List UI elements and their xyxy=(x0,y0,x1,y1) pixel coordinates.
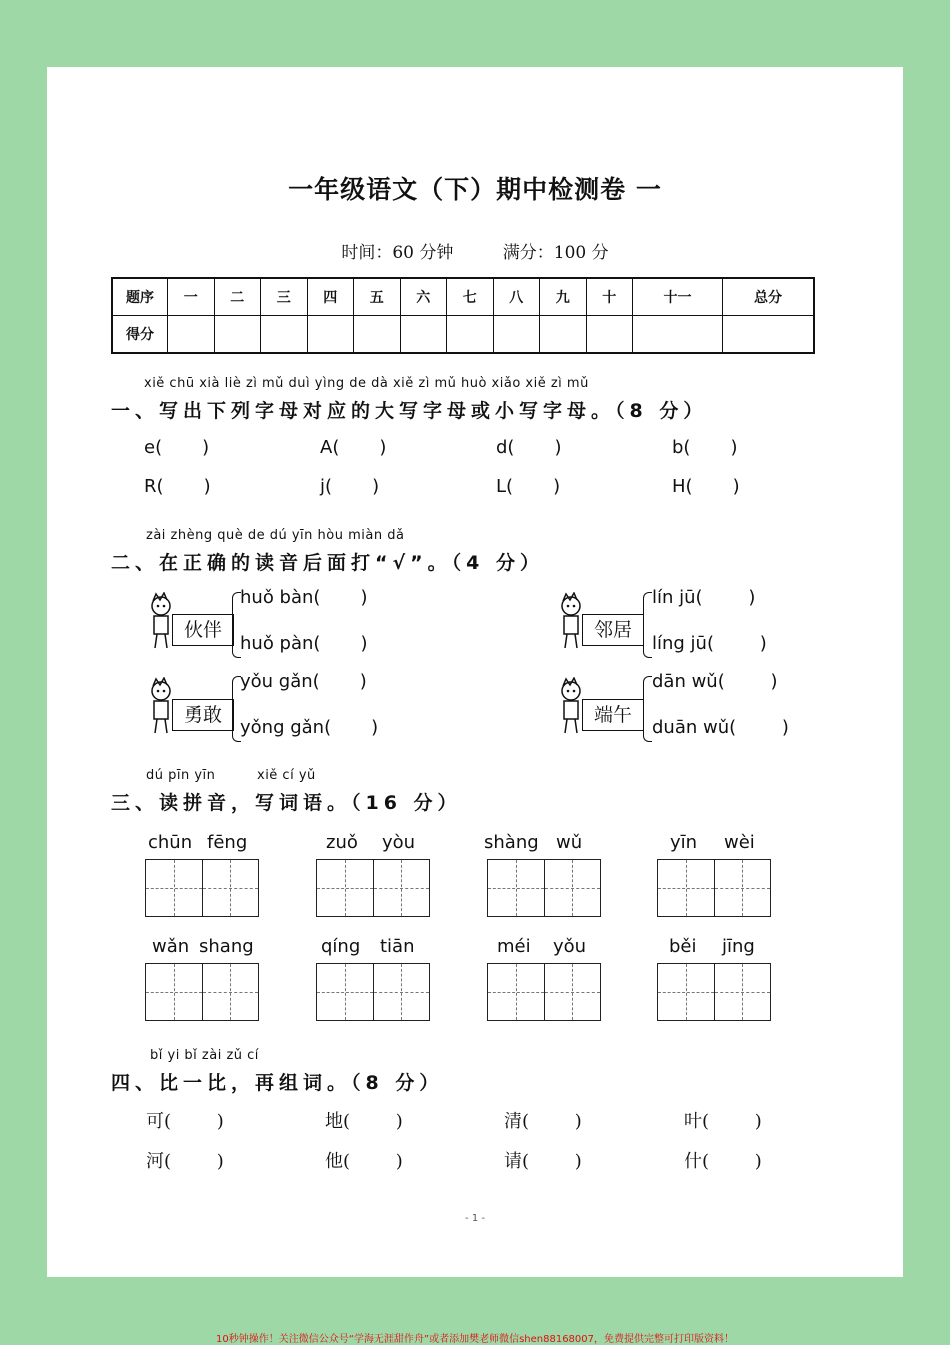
writing-grid[interactable] xyxy=(316,859,430,917)
q3-pinyin-syllable: shang xyxy=(199,936,254,957)
q3-pinyin-syllable: méi xyxy=(497,936,531,957)
q2-option[interactable]: dān wǔ( ) xyxy=(652,671,778,692)
q3-pinyin-syllable: tiān xyxy=(380,936,415,957)
score-header-cell: 十一 xyxy=(633,278,723,316)
score-header-cell: 九 xyxy=(540,278,587,316)
q2-option[interactable]: huǒ pàn( ) xyxy=(240,633,368,654)
q4-item[interactable]: 他( ) xyxy=(325,1151,403,1172)
score-header-cell: 七 xyxy=(447,278,494,316)
q3-pinyin-syllable: jīng xyxy=(722,936,755,957)
q2-word: 端午 xyxy=(582,699,644,731)
q2-option[interactable]: duān wǔ( ) xyxy=(652,717,789,738)
q1-item[interactable]: d( ) xyxy=(496,437,562,458)
page-number: - 1 - xyxy=(465,1213,485,1224)
q4-item[interactable]: 请( ) xyxy=(504,1151,582,1172)
q4-pinyin: bǐ yi bǐ zài zǔ cí xyxy=(150,1048,259,1063)
score-input-cell[interactable] xyxy=(168,316,215,354)
q3-pinyin-syllable: yǒu xyxy=(553,936,587,957)
score-header-cell: 三 xyxy=(261,278,308,316)
score-input-cell[interactable] xyxy=(722,316,814,354)
q4-item[interactable]: 地( ) xyxy=(325,1111,403,1132)
score-header-cell: 五 xyxy=(354,278,401,316)
q3-pinyin-syllable: wèi xyxy=(724,832,755,853)
score-table-score-row xyxy=(112,316,814,354)
q2-word: 邻居 xyxy=(582,614,644,646)
score-input-cell[interactable] xyxy=(540,316,587,354)
q2-option[interactable]: yǒu gǎn( ) xyxy=(240,671,367,692)
q4-item[interactable]: 清( ) xyxy=(504,1111,582,1132)
q2-option[interactable]: lín jū( ) xyxy=(652,587,756,608)
q4-item[interactable]: 叶( ) xyxy=(684,1111,762,1132)
q2-title: 二、在正确的读音后面打“√”。（4 分） xyxy=(111,552,544,574)
q3-pinyin-syllable: wǎn xyxy=(152,936,190,957)
score-header-cell: 六 xyxy=(400,278,447,316)
writing-grid[interactable] xyxy=(657,963,771,1021)
score-table-header-row xyxy=(112,278,814,316)
score-header-cell: 十 xyxy=(586,278,633,316)
q1-item[interactable]: j( ) xyxy=(320,476,380,497)
q1-item[interactable]: b( ) xyxy=(672,437,738,458)
q2-word: 勇敢 xyxy=(172,699,234,731)
q1-pinyin: xiě chū xià liè zì mǔ duì yìng de dà xiě zì mǔ huò xiǎo xiě zì mǔ xyxy=(144,376,589,391)
brace-icon xyxy=(643,676,652,742)
promo-footer: 10秒钟操作！关注微信公众号“学海无涯甜作舟”或者添加樊老师微信shen88168007，免费提供完整可打印版资料！ xyxy=(215,1334,735,1345)
q2-word-card xyxy=(556,677,648,743)
q2-word-card xyxy=(146,592,238,658)
score-input-cell[interactable] xyxy=(307,316,354,354)
writing-grid[interactable] xyxy=(487,963,601,1021)
score-header-cell: 一 xyxy=(168,278,215,316)
writing-grid[interactable] xyxy=(145,963,259,1021)
q2-option[interactable]: yǒng gǎn( ) xyxy=(240,717,379,738)
q4-item[interactable]: 什( ) xyxy=(684,1151,762,1172)
q3-pinyin-syllable: shàng xyxy=(484,832,539,853)
score-input-cell[interactable] xyxy=(354,316,401,354)
score-row-label: 得分 xyxy=(112,316,168,354)
q2-option[interactable]: líng jū( ) xyxy=(652,633,767,654)
q1-item[interactable]: H( ) xyxy=(672,476,740,497)
q3-pinyin: dú pīn yīn xyxy=(146,768,216,783)
q1-title: 一、写出下列字母对应的大写字母或小写字母。（8 分） xyxy=(111,400,708,422)
q2-word-card xyxy=(146,677,238,743)
q3-pinyin-syllable: yīn xyxy=(670,832,698,853)
q4-item[interactable]: 可( ) xyxy=(146,1111,224,1132)
q3-pinyin-syllable: fēng xyxy=(207,832,248,853)
q1-item[interactable]: A( ) xyxy=(320,437,387,458)
q1-item[interactable]: R( ) xyxy=(144,476,211,497)
score-header-cell: 题序 xyxy=(112,278,168,316)
q3-pinyin-syllable: chūn xyxy=(148,832,193,853)
score-header-cell: 四 xyxy=(307,278,354,316)
writing-grid[interactable] xyxy=(487,859,601,917)
score-table xyxy=(111,277,815,354)
q3-pinyin-syllable: wǔ xyxy=(556,832,583,853)
q3-title: 三、读拼音，写词语。（16 分） xyxy=(111,792,462,814)
q3-pinyin-syllable: yòu xyxy=(382,832,416,853)
writing-grid[interactable] xyxy=(316,963,430,1021)
score-input-cell[interactable] xyxy=(447,316,494,354)
q4-title: 四、比一比，再组词。（8 分） xyxy=(111,1072,444,1094)
score-input-cell[interactable] xyxy=(493,316,540,354)
score-header-cell: 八 xyxy=(493,278,540,316)
time-limit: 时间：60 分钟 xyxy=(341,243,454,263)
score-input-cell[interactable] xyxy=(214,316,261,354)
score-input-cell[interactable] xyxy=(586,316,633,354)
q1-item[interactable]: L( ) xyxy=(496,476,561,497)
q2-word-card xyxy=(556,592,648,658)
q3-pinyin-syllable: běi xyxy=(669,936,697,957)
score-input-cell[interactable] xyxy=(633,316,723,354)
score-input-cell[interactable] xyxy=(261,316,308,354)
q2-word: 伙伴 xyxy=(172,614,234,646)
page-title: 一年级语文（下）期中检测卷 一 xyxy=(288,175,662,204)
q3-pinyin: xiě cí yǔ xyxy=(257,768,316,783)
writing-grid[interactable] xyxy=(145,859,259,917)
q2-pinyin: zài zhèng què de dú yīn hòu miàn dǎ xyxy=(146,528,405,543)
exam-info xyxy=(0,238,950,263)
q4-item[interactable]: 河( ) xyxy=(146,1151,224,1172)
q2-option[interactable]: huǒ bàn( ) xyxy=(240,587,368,608)
score-header-cell: 二 xyxy=(214,278,261,316)
score-input-cell[interactable] xyxy=(400,316,447,354)
writing-grid[interactable] xyxy=(657,859,771,917)
brace-icon xyxy=(643,592,652,658)
score-header-cell: 总分 xyxy=(722,278,814,316)
full-score: 满分：100 分 xyxy=(502,243,609,263)
q1-item[interactable]: e( ) xyxy=(144,437,210,458)
q3-pinyin-syllable: zuǒ xyxy=(326,832,358,853)
q3-pinyin-syllable: qíng xyxy=(321,936,361,957)
